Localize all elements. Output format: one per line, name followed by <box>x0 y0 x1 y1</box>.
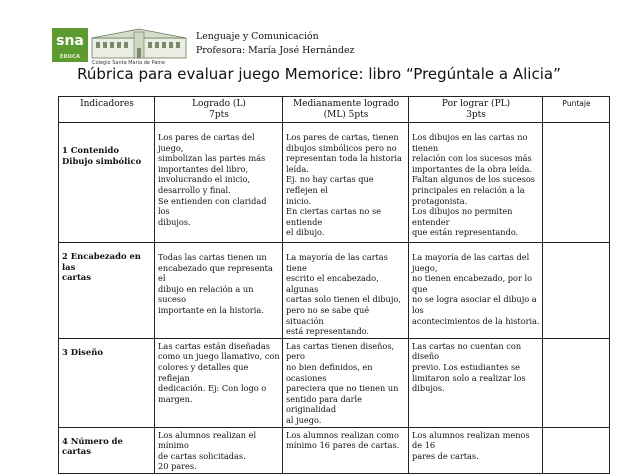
table-row <box>59 427 610 473</box>
school-name: Colegio Santa María de Paine <box>92 60 166 66</box>
puntaje-cell[interactable] <box>543 123 610 243</box>
puntaje-cell[interactable] <box>543 243 610 339</box>
header-medianamente-logrado: Medianamente logrado (ML) 5pts <box>283 97 409 123</box>
table-row <box>59 338 610 427</box>
indicator-cell: 2 Encabezado en las cartas <box>59 243 155 339</box>
puntaje-cell[interactable] <box>543 427 610 473</box>
medianamente-cell: Las cartas tienen diseños, pero no bien definidos, en ocasiones pareciera que no tienen un sentido para darle originalidad al juego. <box>283 338 409 427</box>
page-title: Rúbrica para evaluar juego Memorice: libro “Pregúntale a Alicia” <box>77 65 561 83</box>
indicator-cell: 4 Número de cartas <box>59 427 155 473</box>
por-lograr-cell: Los dibujos en las cartas no tienen relación con los sucesos más importantes de la obra leída. Faltan algunos de los sucesos principales en relación a la protagonista. Los dibujos no permiten entender que están representando. <box>409 123 543 243</box>
logo-subtext: EDUCA <box>59 54 81 60</box>
por-lograr-cell: Las cartas no cuentan con diseño previo. Los estudiantes se limitaron solo a realizar los dibujos. <box>409 338 543 427</box>
por-lograr-cell: La mayoría de las cartas del juego, no tienen encabezado, por lo que no se logra asociar el dibujo a los acontecimientos de la historia. <box>409 243 543 339</box>
logrado-cell: Los pares de cartas del juego, simbolizan las partes más importantes del libro, involucrando el inicio, desarrollo y final. Se entienden con claridad los dibujos. <box>155 123 283 243</box>
header-indicadores: Indicadores <box>59 97 155 123</box>
school-building-icon <box>90 26 188 60</box>
header-logrado: Logrado (L) 7pts <box>155 97 283 123</box>
indicator-cell: 3 Diseño <box>59 338 155 427</box>
table-header-row <box>59 97 610 123</box>
header-puntaje: Puntaje <box>543 97 610 123</box>
table-row <box>59 243 610 339</box>
rubric-table <box>58 96 610 474</box>
logo-text: sna <box>56 33 84 49</box>
header-info <box>196 30 354 58</box>
logrado-cell: Todas las cartas tienen un encabezado que representa el dibujo en relación a un suceso importante en la historia. <box>155 243 283 339</box>
puntaje-cell[interactable] <box>543 338 610 427</box>
indicator-cell: 1 Contenido Dibujo simbólico <box>59 123 155 243</box>
logrado-cell: Los alumnos realizan el mínimo de cartas solicitadas. 20 pares. <box>155 427 283 473</box>
school-logo <box>52 22 190 68</box>
teacher-label: Profesora: María José Hernández <box>196 45 355 56</box>
logrado-cell: Las cartas están diseñadas como un juego llamativo, con colores y detalles que reflejan dedicación. Ej: Con logo o margen. <box>155 338 283 427</box>
sna-logo-block <box>52 28 88 62</box>
por-lograr-cell: Los alumnos realizan menos de 16 pares de cartas. <box>409 427 543 473</box>
medianamente-cell: Los pares de cartas, tienen dibujos simbólicos pero no representan toda la historia leída. Ej. no hay cartas que reflejen el inicio. En ciertas cartas no se entiende el dibujo. <box>283 123 409 243</box>
subject-label: Lenguaje y Comunicación <box>196 31 319 42</box>
medianamente-cell: Los alumnos realizan como mínimo 16 pares de cartas. <box>283 427 409 473</box>
header-por-lograr: Por lograr (PL) 3pts <box>409 97 543 123</box>
medianamente-cell: La mayoría de las cartas tiene escrito el encabezado, algunas cartas solo tienen el dibujo, pero no se sabe qué situación está representando. <box>283 243 409 339</box>
table-row <box>59 123 610 243</box>
